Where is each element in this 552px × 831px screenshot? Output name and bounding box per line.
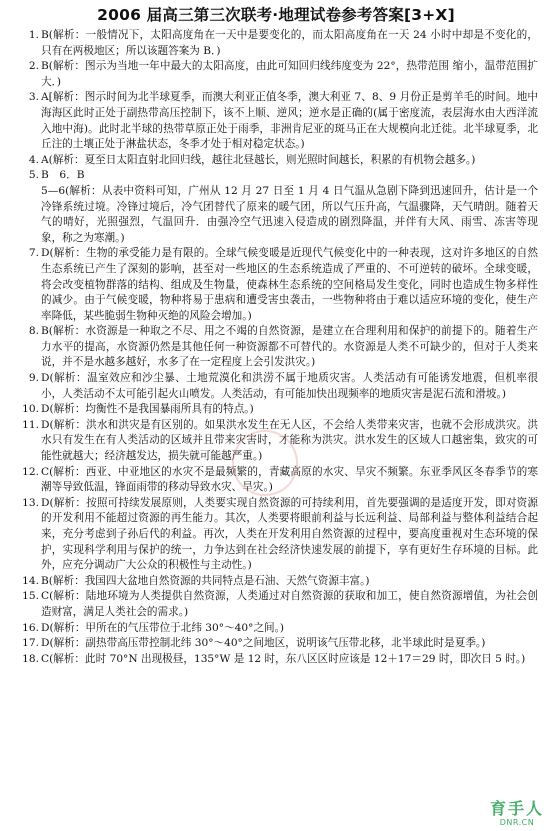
answer-number: 15. [22,590,39,603]
answer-number: 16. [22,621,39,634]
answer-number: 9. [28,372,39,385]
answer-text: B(解析：水资源是一种取之不尽、用之不竭的自然资源，是建立在合理利用和保护的前提下的。随着生产力水平的提高，水资源仍然是其他任何一种资源都不可替代的。水资源是人类不可缺少的，但对于人类来说，并不是水越多越好，水多了在一定程度上会引发洪灾。) [41,325,538,369]
answer-text: B(解析：我国四大盆地自然资源的共同特点是石油、天然气资源丰富。) [41,574,370,587]
site-watermark [490,800,544,827]
answer-text: D(解析：温室效应和沙尘暴、土地荒漠化和洪涝不属于地质灾害。人类活动有可能诱发地震，但机率很小，人类活动不太可能引起火山喷发。人类活动，有可能加快出现频率的地质灾害是泥石流和滑坡。) [41,372,538,400]
faint-stamp: ​ [223,421,306,504]
answer-item [14,153,538,169]
answer-item [14,59,538,90]
answer-item [14,589,538,620]
answer-text: B 6．B [41,169,85,182]
answer-number: 12. [22,465,39,478]
answer-text: C(解析：陆地环境为人类提供自然资源，人类通过对自然资源的获取和加工，使自然资源增值，为社会创造财富，满足人类社会的需求。) [41,590,538,618]
answer-item [14,28,538,59]
answer-item [14,621,538,637]
answer-number: 1. [28,29,39,41]
answer-number: 8. [28,325,39,338]
answer-number: 4. [28,153,39,166]
answer-item [14,496,538,574]
answer-item [14,636,538,652]
answer-text: D(解析：均衡性不是我国暴雨所具有的特点。) [41,403,254,416]
answer-text: B(解析：一般情况下，太阳高度角在一天中是要变化的，而太阳高度角在一天 24 小时中却是不变化的，只有在两极地区；所以该题答案为 B．) [41,29,538,57]
answer-item [14,246,538,324]
answer-text: D(解析：生物的承受能力是有限的。全球气候变暖是近现代气候变化中的一种表现，这对许多地区的自然生态系统已产生了深刻的影响，甚至对一些地区的生态系统造成了严重的、不可逆转的破坏。全球变暖，将会改变植物群落的结构、组成及生物量，使森林生态系统的空间格局发生变化，同时也造成生物多样性的减少。由于气候变暖，物种将易于患病和遭受害虫袭击，一些物种将由于难以适应环境的变化，使生产率降低，某些脆弱生物种灭绝的风险会增加。) [41,247,538,322]
answer-list [14,28,538,667]
answer-number: 5. [28,169,39,182]
watermark-sub: DNR.CN [499,818,535,827]
answer-item-sub: 5—6(解析：从表中资料可知，广州从 12 月 27 日至 1 月 4 日气温从急剧下降到迅速回升，估计是一个冷锋系统过境。冷锋过境后，冷气团替代了原来的暖气团，所以气压升高，气温骤降，天气晴朗。随着天气的晴好，光照强烈，气温回升．由强冷空气迅速入侵造成的剧烈降温，并伴有大风、雨雪、冻害等现象，称之为寒潮。) [41,184,538,244]
answer-text: C(解析：西亚、中亚地区的水灾不是最频繁的，青藏高原的水灾、旱灾不频繁。东亚季风区冬春季节的寒潮等导致低温，锋面雨带的移动导致水灾、旱灾。) [41,465,538,494]
watermark-main: 育手人 [489,799,544,818]
answer-text: B(解析：图示为当地一年中最大的太阳高度，由此可知回归线纬度变为 22°，热带范围 缩小，温带范围扩大．) [41,60,538,88]
answer-item [14,90,538,152]
answer-number: 2. [28,60,39,73]
answer-number: 7. [28,247,39,260]
answer-number: 18. [22,652,39,665]
answer-item [14,402,538,418]
answer-item [14,574,538,590]
page-title: 2006 届高三第三次联考·地理试卷参考答案[3+X] [97,6,455,24]
answer-number: 17. [22,637,39,650]
answer-number: 10. [22,403,39,416]
answer-text: D(解析：按照可持续发展原则，人类要实现自然资源的可持续利用，首先要强调的是适度开发，即对资源的开发利用不能超过资源的再生能力。其次，人类要将眼前利益与长远利益、局部利益与整体利益结合起来，充分考虑到子孙后代的利益。再次，人类在开发利用自然资源的过程中，要高度重视对生态环境的保护，实现科学利用与保护的统一，力争达到在社会经济快速发展的前提下，享有更好生存环境的目标。此外，应充分调动广大公众的积极性与主动性。) [41,496,538,572]
answer-item [14,168,538,184]
answer-number: 13. [22,496,39,509]
answer-text: A[解析：图示时间为北半球夏季，而澳大利亚正值冬季，澳大利亚 7、8、9 月份正是剪羊毛的时间。地中海海区此时正处于副热带高压控制下，该不上顺、逆风；逆水是正确的(属于密度流，表层海水由大西洋流入地中海)。此时北半球的热带草原正处于雨季，非洲肯尼亚的斑马正在大规模向北迁徙。北半球夏季，北丘注的土壤正处于淋盐状态，冬季才处于相对稳定状态。) [41,91,538,151]
answer-item [14,324,538,371]
answer-text: C(解析：此时 70°N 出现极昼，135°W 是 12 时，东八区区时应该是 12＋17＝29 时，即次日 5 时。) [41,652,526,665]
answer-text: D(解析：洪水和洪灾是有区别的。如果洪水发生在无人区，不会给人类带来灾害，也就不会形成洪灾。洪水只有发生在有人类活动的区域并且带来灾害时，才能称为洪灾。洪水发生的区域人口越密集，致灾的可能性就越大；经济越发达，损失就可能越严重。) [41,418,538,463]
answer-item [14,371,538,402]
answer-text: A(解析：夏至日太阳直射北回归线，越往北昼越长，则光照时间越长，积累的有机物会越多。) [41,153,476,166]
answer-number: 3. [28,91,39,104]
answer-text: D(解析：副热带高压带控制北纬 30°～40°之间地区，说明该气压带北移，北半球此时是夏季。) [41,637,486,650]
answer-text: D(解析：甲所在的气压带位于北纬 30°～40°之间。) [41,621,285,634]
answer-item [14,652,538,668]
answer-number: 14. [22,574,39,587]
answer-number: 11. [22,418,39,431]
